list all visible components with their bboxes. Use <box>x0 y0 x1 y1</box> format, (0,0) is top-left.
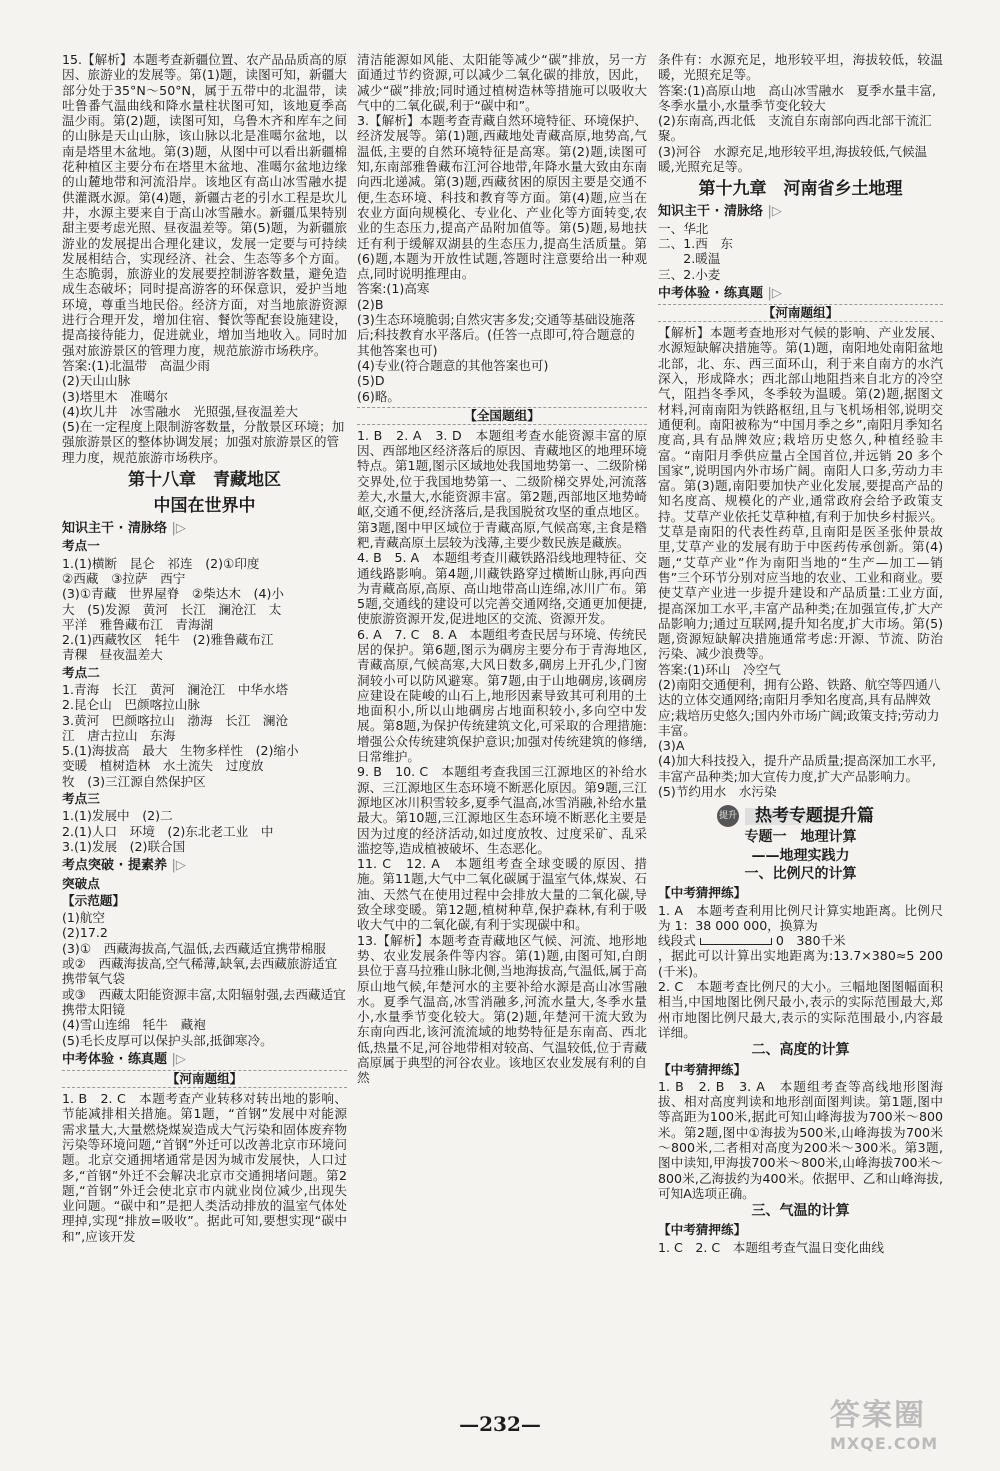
badge-icon: 提升 <box>717 805 739 827</box>
answer-line: 答案:(1)北温带 高温少雨 <box>62 357 211 373</box>
answer-line: (3)河谷 水源充足,地形较平坦,海拔较低,气候温暖,光照充足等。 <box>658 143 928 175</box>
answer-scale-2: 2. C 本题考查比例尺的大小。三幅地图图幅面积相当,中国地图比例尺最小,表示的实际范围最大,郑州市地图比例尺最大,表示的实际范围最小,内容最详细。 <box>658 979 943 1040</box>
section-heading-label: 知识主干 · 清脉络 <box>62 521 167 537</box>
watermark-bottom: MXQE.COM <box>830 1434 939 1453</box>
answer-height: 1. B 2. B 3. A 本题组考查等高线地形图海拔、相对高度判读和地形剖面图判读。第1题,图中等高距为100米,据此可知山峰海拔为700米～800米。第2题,图中①海拔为500米,山峰海拔为700米～800米,二者相对高度为200米～300米。第3题,图中读知,甲海拔700米～800米,山峰海拔700米～800米,乙海拔约为400米。依据甲、乙和山峰海拔,可知A选项正确。 <box>658 1078 943 1201</box>
continued-paragraph: 清洁能源如风能、太阳能等减少“碳”排放，另一方面通过节约资源,可以减少二氧化碳的排放，因此，减少“碳”排放;同时通过植树造林等措施可以吸收大气中的二氧化碳,利于“碳中和”。 <box>357 52 647 113</box>
column-middle <box>357 52 647 1402</box>
kd-line: 一、华北 <box>658 220 709 236</box>
topic-title: 专题一 地理计算 <box>744 829 857 846</box>
section-heading <box>62 858 347 873</box>
answer-line: (2)南阳交通便利，拥有公路、铁路、航空等四通八达的立体交通网络;南阳月季知名度高,具有品牌效应;栽培历史悠久;国内外市场广阔;政策支持;劳动力丰富。 <box>658 676 941 738</box>
scale-bar <box>700 938 772 945</box>
watermark-top: 答案圈 <box>830 1398 926 1433</box>
answer-line: (4)专业(符合题意的其他答案也可) <box>357 357 549 373</box>
answer-line: (5)在一定程度上限制游客数量，分散景区环境；加强旅游景区的整体协调发展；加强对旅游景区的管理力度，规范旅游市场秩序。 <box>62 419 345 465</box>
answer-line: (3)生态环境脆弱;自然灾害多发;交通等基础设施落后;科技教育水平落后。(任答一点即可,符合题意的其他答案也可) <box>357 312 636 358</box>
special-topic-banner <box>658 805 943 827</box>
kd-line: 三、2.小麦 <box>658 266 721 282</box>
answer-q1-3: 1. B 2. A 3. D 本题组考查水能资源丰富的原因、西部地区经济落后的原因、青藏地区的地理环境特点。第1题,图示区域地处我国地势第一、二级阶梯交界处,位于我国地势第一、二级阶梯交界处,河流落差大,水量大,水能资源丰富。第2题,西部地区地势崎岖,交通不便,经济落后,是我国脱贫攻坚的重点地区。第3题,图中甲区域位于青藏高原,气候高寒,主食是糌粑,青藏高原土层较为浅薄,主要少数民族是藏族。 <box>357 427 647 550</box>
kd-line: 平洋 雅鲁藏布江 青海湖 <box>62 616 214 632</box>
kd-line: 变暖 植树造林 水土流失 过度放 <box>62 758 264 774</box>
answer-line: 答案:(1)高原山地 高山冰雪融水 夏季水量丰富,冬季水量小,水量季节变化较大 <box>658 82 936 113</box>
kd-line: 1.青海 长江 黄河 澜沧江 中华水塔 <box>62 681 289 697</box>
breakthrough-point: 突破点 <box>62 875 100 891</box>
kd-line: 5.(1)海拔高 最大 生物多样性 (2)缩小 <box>62 743 299 759</box>
kd-line: 大 (5)发源 黄河 长江 澜沧江 太 <box>62 601 282 617</box>
scale-bar-text: 0 380千米 <box>775 933 846 949</box>
arrow-icon: |▷ <box>171 1051 186 1067</box>
chapter-18-title: 第十八章 青藏地区 <box>128 470 281 491</box>
section-heading <box>62 1052 347 1067</box>
page-number: —232— <box>459 1412 541 1436</box>
answer-line: (2)东南高,西北低 支流自东南部向西北部干流汇聚。 <box>658 113 932 144</box>
answer-line: (2)B <box>357 296 384 312</box>
arrow-icon: |▷ <box>767 204 782 220</box>
section-title: 三、气温的计算 <box>751 1203 850 1220</box>
continued-paragraph: 条件有：水源充足，地形较平坦，海拔较低，较温暖，光照充足等。 <box>658 52 943 83</box>
scale-bar-line <box>658 933 943 948</box>
kd-line: 3.(1)发展 (2)联合国 <box>62 838 186 854</box>
section-heading-label: 考点突破 · 提素养 <box>62 858 167 874</box>
answer-line: (5)节约用水 水污染 <box>658 784 777 800</box>
answer-line: (4)加大科技投入，提升产品质量;提高深加工水平,丰富产品种类;加大宣传力度,扩大产品影响力。 <box>658 753 936 784</box>
kaodian-2: 考点二 <box>62 664 100 680</box>
section-heading-label: 中考体验 · 练真题 <box>62 1051 167 1067</box>
answer-line: (2)天山山脉 <box>62 373 131 389</box>
kd-line: 江 唐古拉山 东海 <box>62 727 176 743</box>
arrow-icon: |▷ <box>171 521 186 537</box>
kaodian-3: 考点三 <box>62 791 100 807</box>
section-title: 二、高度的计算 <box>751 1042 850 1059</box>
example-line: (4)雪山连绵 牦牛 藏袍 <box>62 1017 206 1033</box>
watermark-logo <box>830 1390 980 1460</box>
national-group-heading: 【全国题组】 <box>357 407 647 425</box>
kaodian-1: 考点一 <box>62 538 100 554</box>
kd-line: 1.(1)发展中 (2)二 <box>62 808 173 824</box>
answer-line: (5)D <box>357 373 385 389</box>
example-line: 或③ 西藏太阳能资源丰富,太阳辐射强,去西藏适宜携带太阳镜 <box>62 986 346 1017</box>
answer-q6-8: 6. A 7. C 8. A 本题组考查民居与环境、传统民居的保护。第6题,图示为碉房主要分布于青海地区,青藏高原,气候高寒,大风日数多,碉房上开孔少,门窗洞较小可以防风避寒。第7题,由于山地碉房,该碉房应建设在陡峻的山石上,地形因素导致其可利用的土地面积小,所以山地碉房占地面积较小,多向空中发展。第8题,为保护传统建筑文化,可采取的合理措施:增强公众传统建筑保护意识;加强对传统建筑的修缮,日常维护。 <box>357 626 647 765</box>
guess-practice-heading: 【中考猜押练】 <box>658 1222 747 1238</box>
henan-group-heading: 【河南题组】 <box>658 304 943 322</box>
answer-q4-5: 4. B 5. A 本题组考查川藏铁路沿线地理特征、交通线路影响。第4题,川藏铁路穿过横断山脉,再向西为青藏高原,高原、高山地带高山连绵,冰川广布。第5题,交通线的建设可以完善交通网络,交通更加便捷,使旅游资源开发,促进地区的交流、资源开发。 <box>357 550 647 627</box>
answer-line: (3)塔里木 准噶尔 <box>62 388 168 404</box>
section-title: 一、比例尺的计算 <box>744 865 857 882</box>
kd-line: 2.(1)西藏牧区 牦牛 (2)雅鲁藏布江 <box>62 632 274 648</box>
answer-q9-10: 9. B 10. C 本题组考查我国三江源地区的补给水源、三江源地区生态环境不断恶化原因。第9题,三江源地区冰川积雪较多,夏季气温高,冰雪消融,补给水量最大。第10题,三江源地区生态环境不断恶化主要是因为过度的经济活动,如过度放牧、过度采矿、乱采滥挖等,造成植被破坏、生态恶化。 <box>357 764 647 856</box>
chapter-19-title: 第十九章 河南省乡土地理 <box>698 179 903 200</box>
kd-line: 牧 (3)三江源自然保护区 <box>62 773 206 789</box>
column-left <box>62 52 347 1402</box>
guess-practice-heading: 【中考猜押练】 <box>658 885 747 901</box>
analysis-paragraph: 【解析】本题考查地形对气候的影响、产业发展、水源短缺解决措施等。第(1)题，南阳地处南阳盆地北部，北、东、西三面环山，利于来自南方的水汽深入，形成降水；西北部山地阻挡来自北方的冷空气，阻挡冬季风，冬季较为温暖。第(2)题,据图文材料,河南南阳为铁路枢纽,且与飞机场相邻,说明交通便利。南阳被称为“中国月季之乡”,南阳月季知名度高,具有品牌效应;栽培历史悠久,种植经验丰富。“南阳月季供应量占全国首位,并远销 20 多个国家”,说明国内外市场广阔。南阳人口多,劳动力丰富。第(3)题,南阳要加快产业化发展,要提高产品的知名度高、规模化的产业,通常政府会给予政策支持。艾草产业依托艾草种植,有利于加快乡村振兴。艾草是南阳的代表性药草,且南阳是医圣张仲景故里,艾草产业的发展有助于中医药传承创新。第(4)题,“艾草产业”作为南阳当地的“生产—加工—销售”三个环节分别对应当地的农业、工业和商业。要使艾草产业进一步提升建设和产品质量:工业方面,提高深加工水平,丰富产品种类;在加强宣传,扩大产品影响力;通过互联网,提升知名度,扩大市场。第(5)题,资源短缺解决措施通常考虑:开源、节流、防治污染、减少浪费等。 <box>658 325 943 662</box>
banner-title: 热考专题提升篇 <box>745 808 884 825</box>
kd-line: ②西藏 ③拉萨 西宁 <box>62 570 186 586</box>
section-heading-label: 知识主干 · 清脉络 <box>658 204 763 220</box>
henan-group-heading: 【河南题组】 <box>62 1070 347 1088</box>
answer-line: 答案:(1)环山 冷空气 <box>658 661 781 677</box>
answer-line: (4)坎儿井 冰雪融水 光照强,昼夜温差大 <box>62 403 298 419</box>
kd-line: (3)①青藏 世界屋脊 ②柴达木 (4)小 <box>62 586 284 602</box>
kd-line: 2.昆仑山 巴颜喀拉山脉 <box>62 697 200 713</box>
answer-scale-1-cont: ，据此可以计算出实地距离为:13.7×380≈5 200(千米)。 <box>658 948 943 979</box>
answer-scale-1: 1. A 本题考查利用比例尺计算实地距离。比例尺为 1：38 000 000，换算为 <box>658 902 943 933</box>
example-line: (2)17.2 <box>62 925 108 941</box>
answer-q11-12: 11. C 12. A 本题组考查全球变暖的原因、措施。第11题,大气中二氧化碳属于温室气体,煤炭、石油、天然气在使用过程中会排放大量的二氧化碳,导致全球变暖。第12题,植树种草,保护森林,有利于吸收大气中的二氧化碳,有利于实现碳中和。 <box>357 856 647 933</box>
topic-subtitle: ——地理实践力 <box>751 847 850 864</box>
chapter-18-subtitle: 中国在世界中 <box>153 496 256 517</box>
column-right <box>658 52 943 1402</box>
answer-q1-2: 1. B 2. C 本题考查产业转移对转出地的影响、节能减排相关措施。第1题，“首钢”发展中对能源需求量大,大量燃烧煤炭造成大气污染和固体废弃物污染等环境问题,“首钢”外迁可以改善北京市环境问题。北京交通拥堵通常是因为城市发展快，人口过多,“首钢”外迁不会解决北京市交通拥堵问题。第2题,“首钢”外迁会使北京市内就业岗位减少,出现失业问题。“碳中和”是把人类活动排放的温室气体处理掉,实现“排放=吸收”。据此可知,要想实现“碳中和”,应该开发 <box>62 1091 347 1244</box>
section-heading-label: 中考体验 · 练真题 <box>658 285 763 301</box>
answer-q13: 13.【解析】本题考查青藏地区气候、河流、地形地势、农业发展条件等内容。第(1)题,由图可知,白朗县位于喜马拉雅山脉北侧,当地海拔高,气温低,属于高原山地气候,年楚河水的主要补给水源是高山冰雪融水。夏季气温高,冰雪消融多,河流水量大,冬季水量小,水量季节变化较大。第(2)题,年楚河干流大致为东南向西北,该河流流域的地势特征是东南高、西北低,热量不足,河谷地带相对较高、气温较低,位于青藏高原属于典型的河谷农业。该地区农业发展有利的自然 <box>357 932 647 1086</box>
kd-line: 3.黄河 巴颜喀拉山 渤海 长江 澜沧 <box>62 712 289 728</box>
answer-q15: 15.【解析】本题考查新疆位置、农产品品质高的原因、旅游业的发展等。第(1)题，读图可知，新疆大部分处于35°N～50°N，属于五带中的北温带，读吐鲁番气温曲线和降水量柱状图可知，该地夏季高温少雨。第(2)题，读图可知，乌鲁木齐和库车之间的山脉是天山山脉，该山脉以北是准噶尔盆地，以南是塔里木盆地。第(3)题，从图中可以看出新疆棉花种植区主要分布在塔里木盆地、准噶尔盆地边缘的山麓地带和河流沿岸。该地区有高山冰雪融水提供灌溉水源。第(4)题，新疆古老的引水工程是坎儿井，水源主要来自于高山冰雪融水。新疆瓜果特别甜主要考虑光照、昼夜温差等。第(5)题，为新疆旅游业的发展提出合理化建议，发展一定要与可持续发展相结合，实现经济、社会、生态等多个方面。生态脆弱，旅游业的发展要控制游客数量，避免造成生态破坏；同时提高游客的环保意识，爱护当地环境，尊重当地民俗。经济方面，对当地旅游资源进行合理开发，增加住宿、餐饮等配套设施建设，提高接待能力，促进就业，增加当地收入。同时加强对旅游景区的管理力度，规范旅游市场秩序。 <box>62 52 347 358</box>
answer-temperature: 1. C 2. C 本题组考查气温日变化曲线 <box>658 1239 884 1255</box>
guess-practice-heading: 【中考猜押练】 <box>658 1061 747 1077</box>
arrow-icon: |▷ <box>171 858 186 874</box>
kd-line: 2.(1)人口 环境 (2)东北老工业 中 <box>62 823 274 839</box>
section-heading <box>62 521 347 536</box>
answer-line: 答案:(1)高寒 <box>357 281 430 297</box>
section-heading <box>658 286 943 301</box>
kd-line: 青稞 昼夜温差大 <box>62 647 163 663</box>
answer-line: (3)A <box>658 738 685 754</box>
answer-q3: 3.【解析】本题考查青藏自然环境特征、环境保护、经济发展等。第(1)题,西藏地处青藏高原,地势高,气温低,主要的自然环境特征是高寒。第(2)题,读图可知,东南部雅鲁藏布江河谷地带,年降水量大致由东南向西北递减。第(3)题,西藏贫困的原因主要是交通不便,生态环境、科技和教育等方面。第(4)题,应当在农业方面向规模化、专业化、产业化等方面转变,农业的生态压力,提高产品附加值等。第(5)题,易地扶迁有利于缓解双湖县的生态压力,提高生活质量。第(6)题,本题为开放性试题,答题时注意要给出一种观点,同时说明推理由。 <box>357 113 647 282</box>
answer-line: (6)略。 <box>357 388 401 404</box>
example-line: (5)毛长皮厚可以保护头部,抵御寒冷。 <box>62 1032 273 1048</box>
kd-line: 1.(1)横断 昆仑 祁连 (2)①印度 <box>62 555 260 571</box>
example-line: (3)① 西藏海拔高,气温低,去西藏适宜携带棉服 <box>62 940 326 956</box>
section-heading <box>658 204 943 219</box>
example-line: (1)航空 <box>62 910 106 926</box>
scale-label: 线段式 <box>658 933 696 949</box>
kd-line: 2.暖温 <box>658 251 721 267</box>
arrow-icon: |▷ <box>767 285 782 301</box>
kd-line: 二、1.西 东 <box>658 235 733 251</box>
example-heading: 【示范题】 <box>62 892 125 908</box>
example-line: 或② 西藏海拔高,空气稀薄,缺氧,去西藏旅游适宜携带氧气袋 <box>62 956 338 987</box>
